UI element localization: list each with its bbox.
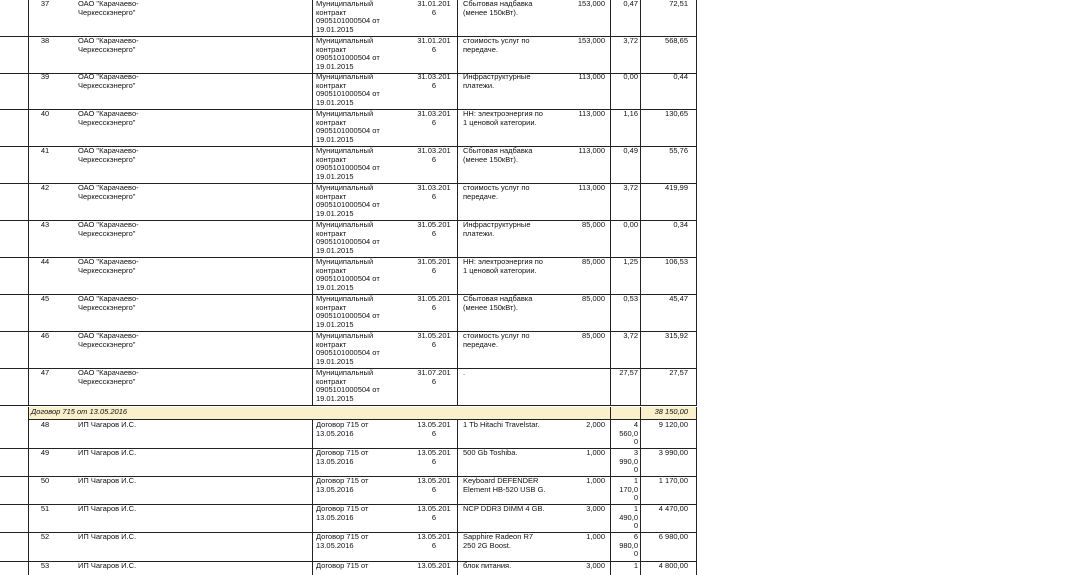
cell-divider — [457, 476, 458, 504]
cell-date: 13.05.201 — [417, 562, 451, 570]
cell-counterparty: ОАО "Карачаево- Черкесскэнерго" — [78, 258, 139, 275]
cell-divider — [457, 368, 458, 405]
cell-row-number: 43 — [40, 221, 50, 229]
cell-counterparty: ОАО "Карачаево- Черкесскэнерго" — [78, 37, 139, 54]
cell-quantity: 113,000 — [578, 73, 605, 81]
cell-quantity: 1,000 — [586, 477, 605, 485]
table-row — [0, 109, 697, 147]
cell-price: 1 — [633, 562, 638, 570]
cell-counterparty: ОАО "Карачаево- Черкесскэнерго" — [78, 332, 139, 349]
cell-description: стоимость услуг по передаче. — [463, 184, 530, 201]
cell-divider — [457, 561, 458, 575]
cell-contract: Муниципальный контракт 0905101000504 от 19.01.2015 — [316, 184, 380, 218]
cell-price: 0,53 — [623, 295, 638, 303]
cell-row-number: 44 — [40, 258, 50, 266]
cell-divider — [457, 220, 458, 257]
cell-amount: 568,65 — [665, 37, 688, 45]
table-row — [0, 368, 697, 406]
cell-divider — [640, 476, 641, 504]
table-row — [0, 331, 697, 369]
cell-divider — [312, 476, 313, 504]
cell-contract: Муниципальный контракт 0905101000504 от 19.01.2015 — [316, 37, 380, 71]
cell-divider — [696, 561, 697, 575]
cell-divider — [610, 561, 611, 575]
cell-divider — [312, 331, 313, 368]
cell-divider — [640, 183, 641, 220]
cell-price: 1,16 — [623, 110, 638, 118]
cell-date: 31.05.201 6 — [417, 221, 451, 238]
cell-divider — [640, 504, 641, 532]
cell-counterparty: ИП Чагаров И.С. — [78, 562, 137, 570]
cell-divider — [610, 331, 611, 368]
cell-row-number: 50 — [40, 477, 50, 485]
cell-description: NCP DDR3 DIMM 4 GB. — [463, 505, 545, 513]
cell-divider — [696, 407, 697, 419]
cell-description: . — [463, 369, 466, 377]
cell-description: Инфраструктурные платежи. — [463, 221, 531, 238]
cell-divider — [696, 448, 697, 476]
cell-quantity: 85,000 — [582, 221, 605, 229]
cell-divider — [696, 294, 697, 331]
table-row — [0, 420, 697, 449]
cell-amount: 315,92 — [665, 332, 688, 340]
cell-amount: 45,47 — [669, 295, 688, 303]
cell-date: 31.05.201 6 — [417, 258, 451, 275]
cell-divider — [696, 504, 697, 532]
group-total: 38 150,00 — [654, 407, 688, 416]
cell-date: 13.05.201 6 — [417, 449, 451, 466]
cell-price: 3,72 — [623, 37, 638, 45]
cell-counterparty: ОАО "Карачаево- Черкесскэнерго" — [78, 0, 139, 17]
cell-divider — [696, 420, 697, 448]
cell-divider — [457, 146, 458, 183]
cell-amount: 4 470,00 — [658, 505, 688, 513]
cell-divider — [610, 183, 611, 220]
cell-price: 0,49 — [623, 147, 638, 155]
cell-contract: Муниципальный контракт 0905101000504 от 19.01.2015 — [316, 332, 380, 366]
cell-contract: Муниципальный контракт 0905101000504 от 19.01.2015 — [316, 110, 380, 144]
cell-contract: Муниципальный контракт 0905101000504 от 19.01.2015 — [316, 258, 380, 292]
table-row — [0, 504, 697, 533]
table-row — [0, 476, 697, 505]
cell-divider — [457, 331, 458, 368]
cell-counterparty: ИП Чагаров И.С. — [78, 421, 137, 429]
cell-divider — [696, 257, 697, 294]
cell-date: 31.03.201 6 — [417, 73, 451, 90]
cell-divider — [640, 561, 641, 575]
cell-divider — [640, 257, 641, 294]
cell-amount: 0,44 — [673, 73, 688, 81]
cell-counterparty: ОАО "Карачаево- Черкесскэнерго" — [78, 110, 139, 127]
cell-price: 1,25 — [623, 258, 638, 266]
cell-description: Keyboard DEFENDER Element HB-520 USB G. — [463, 477, 546, 494]
cell-divider — [610, 368, 611, 405]
cell-contract: Договор 715 от 13.05.2016 — [316, 449, 369, 466]
table-row — [0, 561, 697, 575]
cell-contract: Муниципальный контракт 0905101000504 от 19.01.2015 — [316, 0, 380, 34]
cell-contract: Договор 715 от — [316, 562, 369, 570]
cell-divider — [610, 448, 611, 476]
cell-divider — [312, 561, 313, 575]
cell-contract: Муниципальный контракт 0905101000504 от 19.01.2015 — [316, 369, 380, 403]
cell-price: 1 490,0 0 — [619, 505, 638, 531]
cell-price: 3,72 — [623, 184, 638, 192]
cell-divider — [610, 0, 611, 36]
cell-divider — [312, 504, 313, 532]
cell-counterparty: ИП Чагаров И.С. — [78, 505, 137, 513]
cell-description: стоимость услуг по передаче. — [463, 37, 530, 54]
cell-divider — [696, 476, 697, 504]
cell-description: блок питания. — [463, 562, 512, 570]
table-row — [0, 0, 697, 37]
cell-quantity: 3,000 — [586, 505, 605, 513]
cell-counterparty: ИП Чагаров И.С. — [78, 449, 137, 457]
cell-price: 0,47 — [623, 0, 638, 8]
cell-amount: 55,76 — [669, 147, 688, 155]
cell-row-number: 37 — [40, 0, 50, 8]
cell-counterparty: ОАО "Карачаево- Черкесскэнерго" — [78, 369, 139, 386]
cell-amount: 27,57 — [669, 369, 688, 377]
cell-divider — [640, 448, 641, 476]
cell-divider — [640, 368, 641, 405]
cell-description: НН: электроэнергия по 1 ценовой категории. — [463, 258, 543, 275]
table-row — [0, 448, 697, 477]
cell-amount: 6 980,00 — [658, 533, 688, 541]
cell-date: 31.03.201 6 — [417, 110, 451, 127]
cell-date: 31.05.201 6 — [417, 295, 451, 312]
cell-divider — [610, 109, 611, 146]
cell-price: 1 170,0 0 — [619, 477, 638, 503]
cell-price: 4 560,0 0 — [619, 421, 638, 447]
cell-contract: Муниципальный контракт 0905101000504 от 19.01.2015 — [316, 221, 380, 255]
cell-quantity: 85,000 — [582, 295, 605, 303]
cell-divider — [640, 220, 641, 257]
cell-row-number: 39 — [40, 73, 50, 81]
cell-divider — [610, 36, 611, 73]
table-row — [0, 532, 697, 562]
cell-divider — [457, 294, 458, 331]
cell-divider — [640, 407, 641, 419]
cell-divider — [640, 0, 641, 36]
cell-date: 31.01.201 6 — [417, 0, 451, 17]
cell-contract: Договор 715 от 13.05.2016 — [316, 477, 369, 494]
cell-divider — [312, 220, 313, 257]
cell-description: Сбытовая надбавка (менее 150кВт). — [463, 0, 533, 17]
cell-divider — [640, 331, 641, 368]
cell-quantity: 2,000 — [586, 421, 605, 429]
cell-description: 1 Tb Hitachi Travelstar. — [463, 421, 540, 429]
cell-divider — [312, 109, 313, 146]
cell-counterparty: ИП Чагаров И.С. — [78, 533, 137, 541]
table-row — [0, 36, 697, 74]
cell-divider — [696, 72, 697, 109]
table-row — [0, 294, 697, 332]
cell-divider — [312, 420, 313, 448]
cell-amount: 9 120,00 — [658, 421, 688, 429]
cell-row-number: 41 — [40, 147, 50, 155]
cell-divider — [696, 36, 697, 73]
cell-quantity: 85,000 — [582, 332, 605, 340]
cell-divider — [610, 294, 611, 331]
cell-divider — [610, 407, 611, 419]
cell-row-number: 47 — [40, 369, 50, 377]
cell-divider — [457, 504, 458, 532]
table-row — [0, 146, 697, 184]
cell-description: Сбытовая надбавка (менее 150кВт). — [463, 147, 533, 164]
cell-row-number: 49 — [40, 449, 50, 457]
cell-amount: 419,99 — [665, 184, 688, 192]
cell-row-number: 40 — [40, 110, 50, 118]
cell-divider — [457, 183, 458, 220]
cell-divider — [457, 72, 458, 109]
cell-date: 13.05.201 6 — [417, 477, 451, 494]
cell-divider — [640, 72, 641, 109]
cell-date: 13.05.201 6 — [417, 533, 451, 550]
cell-row-number: 42 — [40, 184, 50, 192]
cell-amount: 0,34 — [673, 221, 688, 229]
cell-contract: Муниципальный контракт 0905101000504 от 19.01.2015 — [316, 147, 380, 181]
cell-divider — [640, 294, 641, 331]
cell-quantity: 113,000 — [578, 110, 605, 118]
cell-divider — [312, 368, 313, 405]
cell-divider — [640, 109, 641, 146]
cell-divider — [312, 294, 313, 331]
cell-price: 3,72 — [623, 332, 638, 340]
cell-divider — [696, 183, 697, 220]
cell-divider — [312, 0, 313, 36]
cell-divider — [312, 36, 313, 73]
cell-row-number: 48 — [40, 421, 50, 429]
table-row — [0, 72, 697, 110]
cell-counterparty: ОАО "Карачаево- Черкесскэнерго" — [78, 221, 139, 238]
cell-divider — [610, 420, 611, 448]
table-row — [0, 220, 697, 258]
cell-description: Инфраструктурные платежи. — [463, 73, 531, 90]
table-row — [0, 183, 697, 221]
cell-date: 31.05.201 6 — [417, 332, 451, 349]
cell-divider — [457, 36, 458, 73]
cell-contract: Договор 715 от 13.05.2016 — [316, 421, 369, 438]
cell-divider — [610, 146, 611, 183]
cell-divider — [457, 420, 458, 448]
cell-divider — [696, 368, 697, 405]
cell-row-number: 53 — [40, 562, 50, 570]
group-label: Договор 715 от 13.05.2016 — [31, 407, 128, 416]
cell-date: 31.01.201 6 — [417, 37, 451, 54]
cell-divider — [312, 448, 313, 476]
cell-divider — [610, 72, 611, 109]
cell-divider — [457, 0, 458, 36]
cell-divider — [696, 220, 697, 257]
cell-divider — [312, 257, 313, 294]
cell-counterparty: ОАО "Карачаево- Черкесскэнерго" — [78, 73, 139, 90]
cell-quantity: 113,000 — [578, 184, 605, 192]
cell-row-number: 45 — [40, 295, 50, 303]
cell-amount: 72,51 — [669, 0, 688, 8]
cell-contract: Договор 715 от 13.05.2016 — [316, 533, 369, 550]
cell-row-number: 52 — [40, 533, 50, 541]
cell-divider — [312, 183, 313, 220]
cell-counterparty: ОАО "Карачаево- Черкесскэнерго" — [78, 184, 139, 201]
cell-divider — [640, 36, 641, 73]
cell-quantity: 113,000 — [578, 147, 605, 155]
cell-row-number: 38 — [40, 37, 50, 45]
cell-amount: 106,53 — [665, 258, 688, 266]
cell-divider — [457, 448, 458, 476]
cell-divider — [640, 146, 641, 183]
cell-price: 0,00 — [623, 73, 638, 81]
cell-row-number: 51 — [40, 505, 50, 513]
cell-divider — [610, 476, 611, 504]
cell-counterparty: ОАО "Карачаево- Черкесскэнерго" — [78, 147, 139, 164]
cell-amount: 1 170,00 — [658, 477, 688, 485]
cell-description: стоимость услуг по передаче. — [463, 332, 530, 349]
cell-price: 0,00 — [623, 221, 638, 229]
cell-quantity: 153,000 — [577, 37, 605, 45]
cell-divider — [312, 146, 313, 183]
cell-contract: Муниципальный контракт 0905101000504 от 19.01.2015 — [316, 73, 380, 107]
cell-date: 31.03.201 6 — [417, 184, 451, 201]
cell-divider — [457, 257, 458, 294]
cell-description: НН: электроэнергия по 1 ценовой категории. — [463, 110, 543, 127]
cell-date: 31.03.201 6 — [417, 147, 451, 164]
cell-price: 6 980,0 0 — [619, 533, 638, 559]
cell-quantity: 3,000 — [586, 562, 605, 570]
group-header-row — [28, 407, 697, 420]
cell-divider — [610, 532, 611, 561]
cell-divider — [640, 532, 641, 561]
table-row — [0, 257, 697, 295]
cell-contract: Муниципальный контракт 0905101000504 от 19.01.2015 — [316, 295, 380, 329]
cell-date: 31.07.201 6 — [417, 369, 451, 386]
cell-divider — [610, 504, 611, 532]
cell-divider — [696, 331, 697, 368]
cell-divider — [312, 532, 313, 561]
cell-quantity: 1,000 — [586, 533, 605, 541]
cell-divider — [610, 257, 611, 294]
cell-counterparty: ОАО "Карачаево- Черкесскэнерго" — [78, 295, 139, 312]
cell-divider — [696, 109, 697, 146]
cell-date: 13.05.201 6 — [417, 505, 451, 522]
cell-amount: 130,65 — [665, 110, 688, 118]
cell-description: 500 Gb Toshiba. — [463, 449, 518, 457]
cell-quantity: 153,000 — [577, 0, 605, 8]
cell-quantity: 85,000 — [582, 258, 605, 266]
cell-price: 27,57 — [619, 369, 638, 377]
cell-divider — [457, 532, 458, 561]
cell-counterparty: ИП Чагаров И.С. — [78, 477, 137, 485]
cell-divider — [28, 407, 29, 419]
cell-divider — [696, 0, 697, 36]
cell-divider — [696, 146, 697, 183]
cell-amount: 3 990,00 — [658, 449, 688, 457]
cell-amount: 4 800,00 — [658, 562, 688, 570]
cell-description: Сбытовая надбавка (менее 150кВт). — [463, 295, 533, 312]
cell-divider — [312, 72, 313, 109]
cell-row-number: 46 — [40, 332, 50, 340]
cell-quantity: 1,000 — [586, 449, 605, 457]
cell-description: Sapphire Radeon R7 250 2G Boost. — [463, 533, 534, 550]
cell-divider — [457, 109, 458, 146]
cell-date: 13.05.201 6 — [417, 421, 451, 438]
cell-divider — [696, 532, 697, 561]
cell-contract: Договор 715 от 13.05.2016 — [316, 505, 369, 522]
cell-divider — [610, 220, 611, 257]
cell-price: 3 990,0 0 — [619, 449, 638, 475]
cell-divider — [640, 420, 641, 448]
